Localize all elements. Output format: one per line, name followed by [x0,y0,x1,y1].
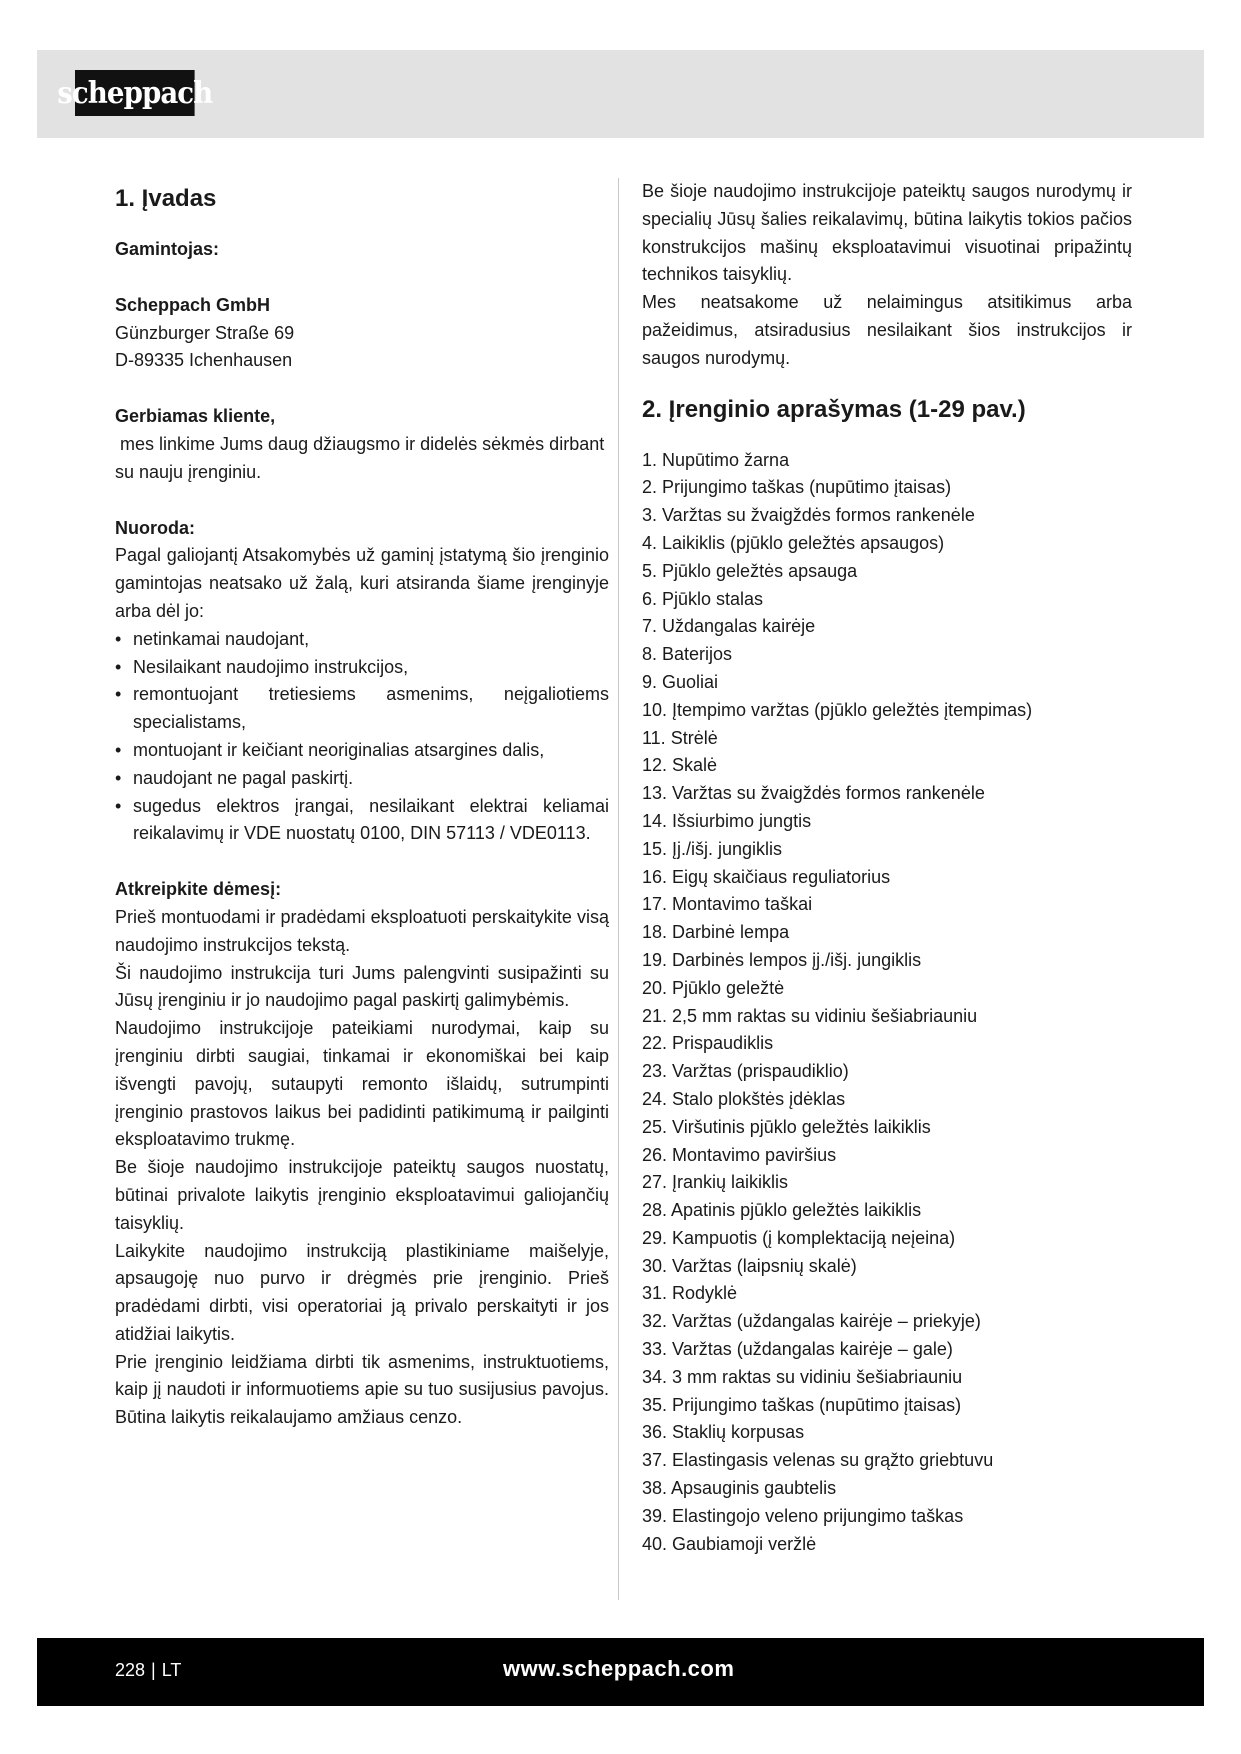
footer-bar [37,1638,1204,1706]
company-city: D-89335 Ichenhausen [115,350,293,371]
parts-list-item: 27. Įrankių laikiklis [642,1172,789,1193]
paragraph: Be šioje naudojimo instrukcijoje pateiktų saugos nuostatų, būtinai privalote laikytis įrenginio eksploatavimui galiojančių taisyklių. [115,1157,609,1233]
section-2-heading: 2. Įrenginio aprašymas (1-29 pav.) [642,395,1026,423]
intro-paragraph: Mes neatsakome už nelaimingus atsitikimus arba pažeidimus, atsiradusius nesilaikant šios instrukcijos ir saugos nurodymų. [642,292,1132,368]
parts-list-item: 37. Elastingasis velenas su grąžto griebtuvu [642,1450,994,1471]
list-item: • netinkamai naudojant, [115,626,609,654]
page-separator: | [151,1660,156,1680]
parts-list-item: 3. Varžtas su žvaigždės formos rankenėle [642,505,975,526]
page-number [115,1660,181,1681]
parts-list-item: 25. Viršutinis pjūklo geležtės laikiklis [642,1116,931,1137]
parts-list-item: 2. Prijungimo taškas (nupūtimo įtaisas) [642,477,952,498]
note-title: Nuoroda: [115,517,195,538]
attention-title: Atkreipkite dėmesį: [115,879,282,900]
parts-list-item: 28. Apatinis pjūklo geležtės laikiklis [642,1200,922,1221]
section-1-heading: 1. Įvadas [115,185,217,212]
parts-list-item: 33. Varžtas (uždangalas kairėje – gale) [642,1339,953,1360]
parts-list [642,447,1132,1559]
header-bar [37,50,1204,138]
parts-list-item: 1. Nupūtimo žarna [642,449,790,470]
manufacturer-label: Gamintojas: [115,239,220,259]
parts-list-item: 11. Strėlė [642,727,718,748]
paragraph: Naudojimo instrukcijoje pateikiami nurodymai, kaip su įrenginiu dirbti saugiai, tinkamai ir ekonomiškai bei kaip išvengti pavojų, sutaupyti remonto išlaidų, sutrumpinti įrenginio prastovos laikus bei padidinti patikimumą ir pailginti eksploatavimo trukmę. [115,1018,609,1150]
parts-list-item: 12. Skalė [642,755,718,776]
parts-list-item: 10. Įtempimo varžtas (pjūklo geležtės įtempimas) [642,699,1033,720]
paragraph: Prie įrenginio leidžiama dirbti tik asmenims, instruktuotiems, kaip jį naudoti ir informuotiems apie su tuo susijusius pavojus. Būtina laikytis reikalaujamo amžiaus cenzo. [115,1351,609,1428]
parts-list-item: 34. 3 mm raktas su vidiniu šešiabriauniu [642,1366,963,1387]
parts-list-item: 4. Laikiklis (pjūklo geležtės apsaugos) [642,532,945,553]
greeting-title: Gerbiamas kliente, [115,406,276,427]
parts-list-item: 40. Gaubiamoji veržlė [642,1533,817,1554]
scheppach-logo: scheppach [75,70,195,116]
parts-list-item: 13. Varžtas su žvaigždės formos rankenėle [642,783,985,804]
parts-list-item: 35. Prijungimo taškas (nupūtimo įtaisas) [642,1394,962,1415]
parts-list-item: 38. Apsauginis gaubtelis [642,1478,837,1499]
parts-list-item: 39. Elastingojo veleno prijungimo taškas [642,1505,964,1526]
parts-list-item: 29. Kampuotis (į komplektaciją neįeina) [642,1227,956,1248]
parts-list-item: 32. Varžtas (uždangalas kairėje – priekyje) [642,1311,981,1332]
parts-list-item: 8. Baterijos [642,644,733,665]
parts-list-item: 7. Uždangalas kairėje [642,616,816,637]
language-code: LT [161,1660,182,1680]
intro-paragraph: Be šioje naudojimo instrukcijoje pateiktų saugos nurodymų ir specialių Jūsų šalies reikalavimų, būtina laikytis tokios pačios konstrukcijos mašinų eksploatavimui visuotinai pripažintų technikos taisyklių. [642,181,1132,285]
parts-list-item: 36. Staklių korpusas [642,1422,805,1443]
page-number-value: 228 [115,1660,146,1680]
parts-list-item: 22. Prispaudiklis [642,1033,774,1054]
list-item: • naudojant ne pagal paskirtį. [115,765,609,793]
paragraph: Laikykite naudojimo instrukciją plastikiniame maišelyje, apsaugoję nuo purvo ir drėgmės prie įrenginio. Prieš pradėdami dirbti, visi operatoriai ją privalo perskaityti ir jos atidžiai laikytis. [115,1240,609,1344]
parts-list-item: 6. Pjūklo stalas [642,588,764,609]
parts-list-item: 30. Varžtas (laipsnių skalė) [642,1255,857,1276]
website-link[interactable]: www.scheppach.com [503,1656,735,1681]
note-text: Pagal galiojantį Atsakomybės už gaminį įstatymą šio įrenginio gamintojas neatsako už žalą, kuri atsiranda šiame įrenginyje arba dėl jo: [115,545,609,621]
company-street: Günzburger Straße 69 [115,322,295,343]
parts-list-item: 18. Darbinė lempa [642,922,790,943]
list-item: • Nesilaikant naudojimo instrukcijos, [115,654,609,682]
list-item: • montuojant ir keičiant neoriginalias atsargines dalis, [115,737,609,765]
parts-list-item: 23. Varžtas (prispaudiklio) [642,1061,849,1082]
parts-list-item: 17. Montavimo taškai [642,894,813,915]
left-column [115,178,609,1432]
column-divider [618,178,619,1600]
parts-list-item: 16. Eigų skaičiaus reguliatorius [642,866,891,887]
greeting-text: mes linkime Jums daug džiaugsmo ir didelės sėkmės dirbant su nauju įrenginiu. [115,433,610,482]
company-name: Scheppach GmbH [115,294,271,315]
parts-list-item: 14. Išsiurbimo jungtis [642,810,812,831]
parts-list-item: 26. Montavimo paviršius [642,1144,837,1165]
parts-list-item: 20. Pjūklo geležtė [642,977,785,998]
parts-list-item: 21. 2,5 mm raktas su vidiniu šešiabriauniu [642,1005,978,1026]
parts-list-item: 9. Guoliai [642,671,719,692]
parts-list-item: 19. Darbinės lempos įj./išj. jungiklis [642,949,922,970]
paragraph: Ši naudojimo instrukcija turi Jums palengvinti susipažinti su Jūsų įrenginiu ir jo naudojimo pagal paskirtį galimybėmis. [115,962,609,1011]
list-item: • remontuojant tretiesiems asmenims, neįgaliotiems specialistams, [115,681,609,737]
parts-list-item: 15. Įj./išj. jungiklis [642,838,783,859]
list-item: • sugedus elektros įrangai, nesilaikant elektrai keliamai reikalavimų ir VDE nuostatų 0100, DIN 57113 / VDE0113. [115,793,609,849]
liability-list [115,626,609,848]
parts-list-item: 24. Stalo plokštės įdėklas [642,1088,846,1109]
parts-list-item: 31. Rodyklė [642,1283,738,1304]
paragraph: Prieš montuodami ir pradėdami eksploatuoti perskaitykite visą naudojimo instrukcijos tekstą. [115,906,609,955]
parts-list-item: 5. Pjūklo geležtės apsauga [642,560,858,581]
right-column [642,178,1132,1558]
